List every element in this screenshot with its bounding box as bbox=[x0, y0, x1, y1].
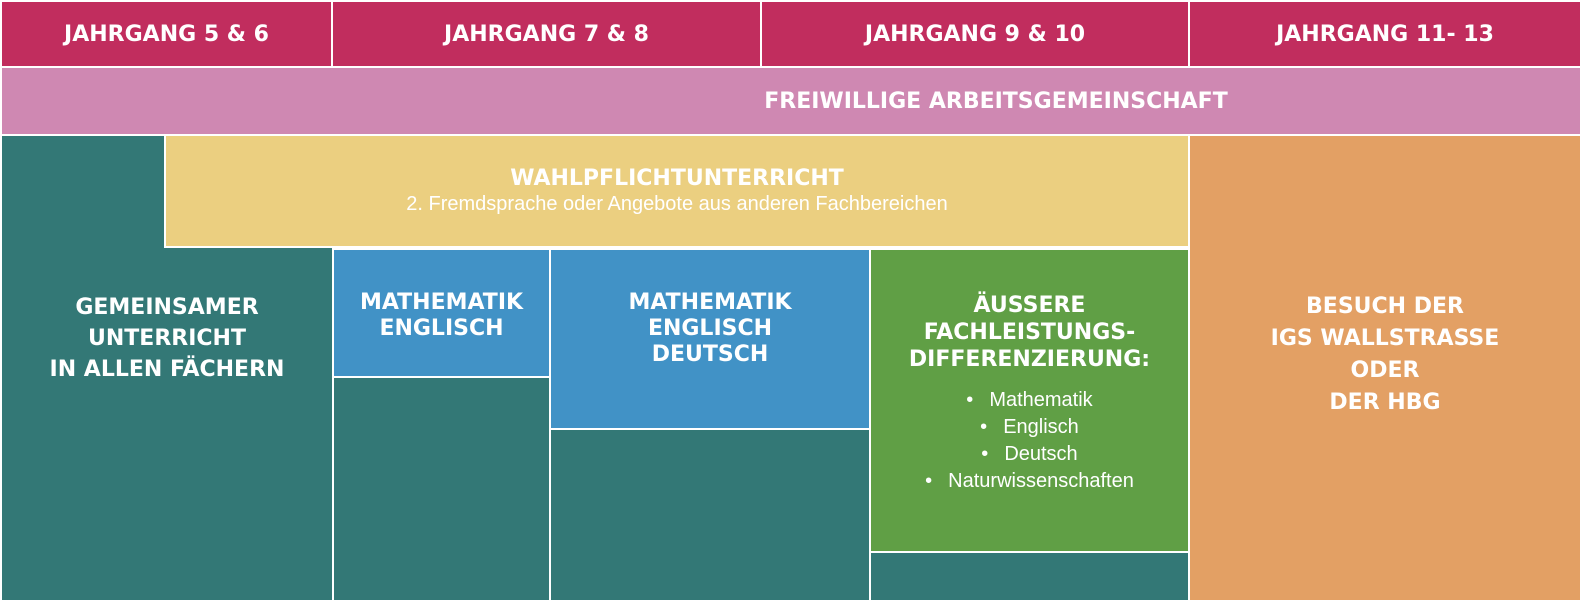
differentiation-teal-block bbox=[871, 553, 1188, 600]
header-grade-11-13 bbox=[1190, 2, 1580, 66]
upper-line-4: DER HBG bbox=[1329, 390, 1441, 415]
grade-9-10-line-2: ENGLISCH bbox=[647, 316, 773, 341]
differentiation-line-2: FACHLEISTUNGS- bbox=[923, 320, 1136, 345]
differentiation-block bbox=[871, 250, 1188, 551]
grade-9-10-line-1: MATHEMATIK bbox=[628, 290, 792, 315]
list-item bbox=[925, 414, 1134, 441]
elective-title: WAHLPFLICHTUNTERRICHT bbox=[510, 166, 844, 191]
header-grade-5-6-label: JAHRGANG 5 & 6 bbox=[64, 21, 269, 47]
grade-7-8-courses-block bbox=[334, 250, 549, 376]
header-grade-5-6 bbox=[2, 2, 331, 66]
list-item-label: Naturwissenschaften bbox=[948, 470, 1134, 492]
upper-line-3: ODER bbox=[1350, 358, 1420, 383]
header-grade-9-10-label: JAHRGANG 9 & 10 bbox=[864, 21, 1086, 47]
list-item-label: Mathematik bbox=[989, 389, 1093, 411]
list-item bbox=[925, 468, 1134, 495]
grade-9-10-line-3: DEUTSCH bbox=[651, 342, 769, 367]
common-line-1: GEMEINSAMER bbox=[75, 295, 259, 320]
bullet-icon: • bbox=[966, 389, 974, 411]
header-grade-7-8 bbox=[333, 2, 760, 66]
upper-line-1: BESUCH DER bbox=[1306, 294, 1464, 319]
grade-7-8-teal-block bbox=[334, 378, 549, 600]
upper-line-2: IGS WALLSTRASSE bbox=[1270, 326, 1500, 351]
grade-7-8-line-2: ENGLISCH bbox=[379, 316, 504, 341]
upper-school-block bbox=[1190, 136, 1580, 600]
elective-subtitle: 2. Fremdsprache oder Angebote aus anderen Fachbereichen bbox=[406, 193, 948, 215]
ag-bar bbox=[2, 68, 1580, 134]
common-line-2: UNTERRICHT bbox=[88, 326, 246, 351]
differentiation-list bbox=[925, 387, 1134, 495]
list-item-label: Deutsch bbox=[1004, 443, 1078, 465]
differentiation-line-3: DIFFERENZIERUNG: bbox=[908, 347, 1151, 372]
list-item-label: Englisch bbox=[1003, 416, 1079, 438]
list-item bbox=[925, 387, 1134, 414]
list-item bbox=[925, 441, 1134, 468]
header-grade-9-10 bbox=[762, 2, 1188, 66]
bullet-icon: • bbox=[981, 443, 989, 465]
differentiation-line-1: ÄUSSERE bbox=[973, 293, 1086, 318]
bullet-icon: • bbox=[980, 416, 988, 438]
grade-9-10-courses-block bbox=[551, 250, 869, 428]
header-grade-7-8-label: JAHRGANG 7 & 8 bbox=[444, 21, 649, 47]
grade-7-8-line-1: MATHEMATIK bbox=[359, 290, 524, 315]
bullet-icon: • bbox=[925, 470, 933, 492]
grade-9-10-teal-block bbox=[551, 430, 869, 600]
header-grade-11-13-label: JAHRGANG 11- 13 bbox=[1276, 21, 1494, 47]
common-line-3: IN ALLEN FÄCHERN bbox=[49, 357, 285, 382]
elective-block bbox=[164, 136, 1188, 248]
ag-label: FREIWILLIGE ARBEITSGEMEINSCHAFT bbox=[764, 88, 1228, 114]
